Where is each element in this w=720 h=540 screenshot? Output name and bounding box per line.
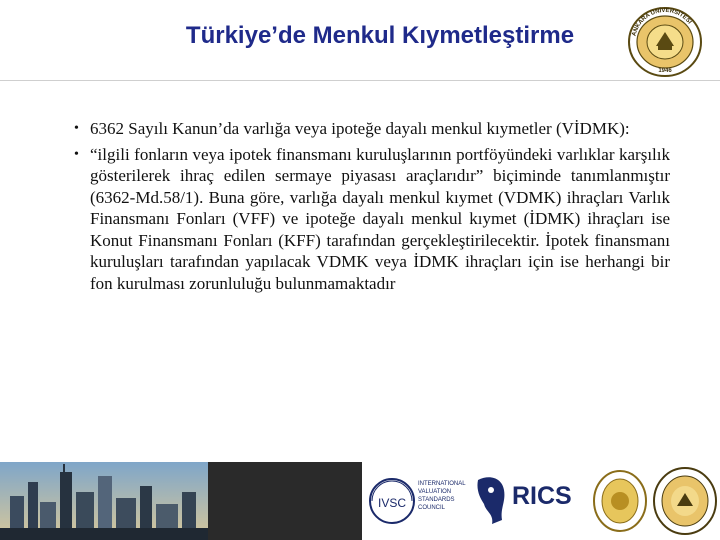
university-badge-icon [592,468,648,534]
bullet-glyph: • [74,121,79,136]
ankara-seal-icon [652,466,718,536]
title-divider [0,80,720,81]
city-skyline-image [0,462,208,540]
seal-arc-text: ANKARA ÜNİVERSİTESİ [631,7,693,37]
rics-wordmark: RICS [512,482,572,510]
ivsc-abbr: IVSC [377,496,407,510]
seal-year: 1946 [658,68,672,74]
footer-bar [0,462,720,540]
slide-title: Türkiye’de Menkul Kıymetleştirme [185,22,575,49]
bullet-item-2 [74,144,670,295]
bullet-text-1: 6362 Sayılı Kanun’da varlığa veya ipoteğe dayalı menkul kıymetler (VİDMK): [90,119,630,138]
ivsc-line: STANDARDS [418,497,455,503]
partner-logos [362,462,720,540]
university-seal-icon [626,6,704,78]
ivsc-logo-icon [368,472,416,530]
slide-body [74,118,670,298]
ivsc-line: COUNCIL [418,505,446,511]
bullet-item-1 [74,118,670,140]
ivsc-line: INTERNATIONAL [418,481,466,487]
bullet-glyph: • [74,146,79,162]
bullet-text-2: “ilgili fonların veya ipotek finansmanı kuruluşlarının portföyündeki varlıklar karşılık gösterilerek ihraç edilen sermaye piyasası araçlarıdır” biçiminde tanımlanmıştır (6362-Md.58/1). Buna göre, varlığa dayalı menkul kıymet (VDMK) ihraçları Varlık Finansmanı Fonları (VFF) ve ipoteğe dayalı menkul kıymet (İDMK) ihraçları ise Konut Finansmanı Fonları (KFF) tarafından gerçekleştirilecektir. İpotek finansmanı kuruluşları tarafından yapılacak VDMK veya İDMK ihraçları için ise herhangi bir fon kurulması zorunluluğu bulunmamaktadır [90,144,670,293]
ivsc-line: VALUATION [418,489,452,495]
rics-lion-icon [474,474,508,528]
ivsc-name [418,480,476,512]
